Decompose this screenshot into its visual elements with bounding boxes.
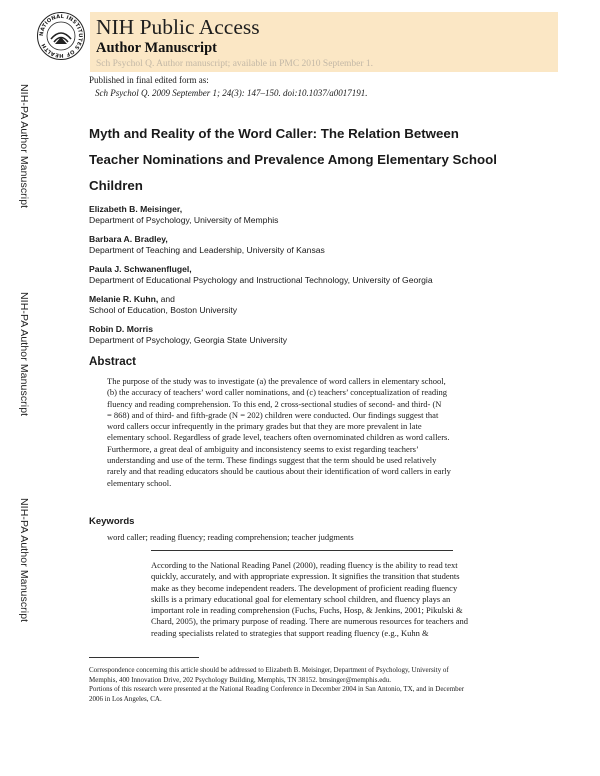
body-line: important role in reading comprehension (Fuchs, Fuchs, Hosp, & Jenkins, 2001; Pikulski & bbox=[151, 605, 463, 616]
abstract-line: elementary school. Regardless of grade level, teachers often overnominated children as word callers. bbox=[107, 432, 450, 443]
body-line: make as they become independent readers. The development of proficient reading fluency bbox=[151, 582, 458, 593]
keywords-heading: Keywords bbox=[89, 516, 135, 527]
side-watermark-middle bbox=[8, 292, 28, 442]
body-line: skills is a primary educational goal for elementary school children, and fluency plays an bbox=[151, 593, 451, 604]
logo-ring-text: NATIONAL INSTITUTES OF HEALTH bbox=[38, 13, 84, 59]
author-entry bbox=[89, 234, 569, 256]
article-title bbox=[89, 121, 559, 199]
author-name: Robin D. Morris bbox=[89, 324, 153, 334]
footnote-line: 2006 in Los Angeles, CA. bbox=[89, 694, 162, 703]
abstract-line: Furthermore, a great deal of ambiguity and inconsistency seems to exist regarding teachers’ bbox=[107, 443, 419, 454]
author-name: Melanie R. Kuhn, bbox=[89, 294, 159, 304]
author-suffix: and bbox=[158, 294, 175, 304]
author-manuscript-label: Author Manuscript bbox=[96, 40, 217, 56]
abstract-line: understanding and use of the term. These findings suggest that the term should be used relatively bbox=[107, 455, 437, 466]
footnote bbox=[89, 666, 559, 704]
author-affiliation: Department of Psychology, Georgia State University bbox=[89, 335, 288, 345]
svg-text:NATIONAL INSTITUTES OF HEALTH bbox=[39, 14, 83, 58]
title-line: Myth and Reality of the Word Caller: The Relation Between bbox=[89, 126, 459, 141]
body-paragraph bbox=[151, 560, 561, 639]
title-line: Children bbox=[89, 178, 143, 193]
abstract-line: rarely and that reading educators should be cautious about their identification of word callers in early bbox=[107, 466, 451, 477]
side-watermark-text: NIH-PA Author Manuscript bbox=[18, 498, 30, 623]
body-line: Chard, 2005), the primary purpose of reading. There are numerous resources for teachers and bbox=[151, 616, 469, 627]
author-entry bbox=[89, 204, 569, 226]
published-label: Published in final edited form as: bbox=[89, 75, 209, 85]
footnote-divider bbox=[89, 657, 199, 658]
citation-line: Sch Psychol Q. 2009 September 1; 24(3): 147–150. doi:10.1037/a0017191. bbox=[95, 88, 368, 98]
author-affiliation: School of Education, Boston University bbox=[89, 305, 238, 315]
title-line: Teacher Nominations and Prevalence Among Elementary School bbox=[89, 152, 497, 167]
author-name: Paula J. Schwanenflugel, bbox=[89, 264, 192, 274]
footnote-line: Memphis, 400 Innovation Drive, 202 Psychology Building, Memphis, TN 38152. bmsinger@memphis.edu. bbox=[89, 675, 392, 684]
nih-seal-logo bbox=[36, 11, 86, 61]
footnote-line: Correspondence concerning this article should be addressed to Elizabeth B. Meisinger, Department of Psychology, University of bbox=[89, 666, 449, 674]
author-entry bbox=[89, 324, 569, 346]
section-divider bbox=[151, 550, 453, 551]
body-line: quickly, accurately, and with appropriate expression. It signifies the transition that students bbox=[151, 571, 460, 582]
abstract-line: word callers occur infrequently in the primary grades but that they are more prevalent in late bbox=[107, 421, 422, 432]
author-list bbox=[89, 204, 569, 354]
body-line: According to the National Reading Panel (2000), reading fluency is the ability to read text bbox=[151, 560, 458, 570]
abstract-line: The purpose of the study was to investigate (a) the prevalence of word callers in elementary school, bbox=[107, 376, 446, 386]
side-watermark-bottom bbox=[8, 498, 28, 648]
body-line: reading specialists related to strategies that support reading fluency (e.g., Kuhn & bbox=[151, 627, 429, 638]
abstract-body bbox=[107, 376, 499, 489]
keywords-text: word caller; reading fluency; reading comprehension; teacher judgments bbox=[107, 532, 354, 542]
author-entry bbox=[89, 264, 569, 286]
side-watermark-top bbox=[8, 84, 28, 234]
abstract-heading: Abstract bbox=[89, 355, 137, 368]
author-affiliation: Department of Teaching and Leadership, University of Kansas bbox=[89, 245, 325, 255]
availability-line: Sch Psychol Q. Author manuscript; available in PMC 2010 September 1. bbox=[96, 59, 374, 69]
abstract-line: (b) the accuracy of teachers’ word caller nominations, and (c) teachers’ conceptualization of reading bbox=[107, 387, 447, 398]
side-watermark-text: NIH-PA Author Manuscript bbox=[18, 84, 30, 209]
abstract-line: = 868) and of third- and fifth-grade (N = 202) children were conducted. Our findings suggest that bbox=[107, 409, 439, 420]
nih-public-access-title: NIH Public Access bbox=[96, 15, 260, 39]
abstract-line: fluency and reading comprehension. To this end, 2 cross-sectional studies of second- and third- (N bbox=[107, 398, 442, 409]
author-name: Barbara A. Bradley, bbox=[89, 234, 168, 244]
footnote-line: Portions of this research were presented at the National Reading Conference in December 2004 in San Antonio, TX, and in December bbox=[89, 685, 465, 694]
author-name: Elizabeth B. Meisinger, bbox=[89, 204, 183, 214]
author-affiliation: Department of Psychology, University of Memphis bbox=[89, 215, 279, 225]
nih-seal-icon bbox=[36, 11, 86, 61]
abstract-line: elementary school. bbox=[107, 477, 172, 488]
side-watermark-text: NIH-PA Author Manuscript bbox=[18, 292, 30, 417]
author-entry bbox=[89, 294, 569, 316]
author-affiliation: Department of Educational Psychology and Instructional Technology, University of Georgia bbox=[89, 275, 433, 285]
